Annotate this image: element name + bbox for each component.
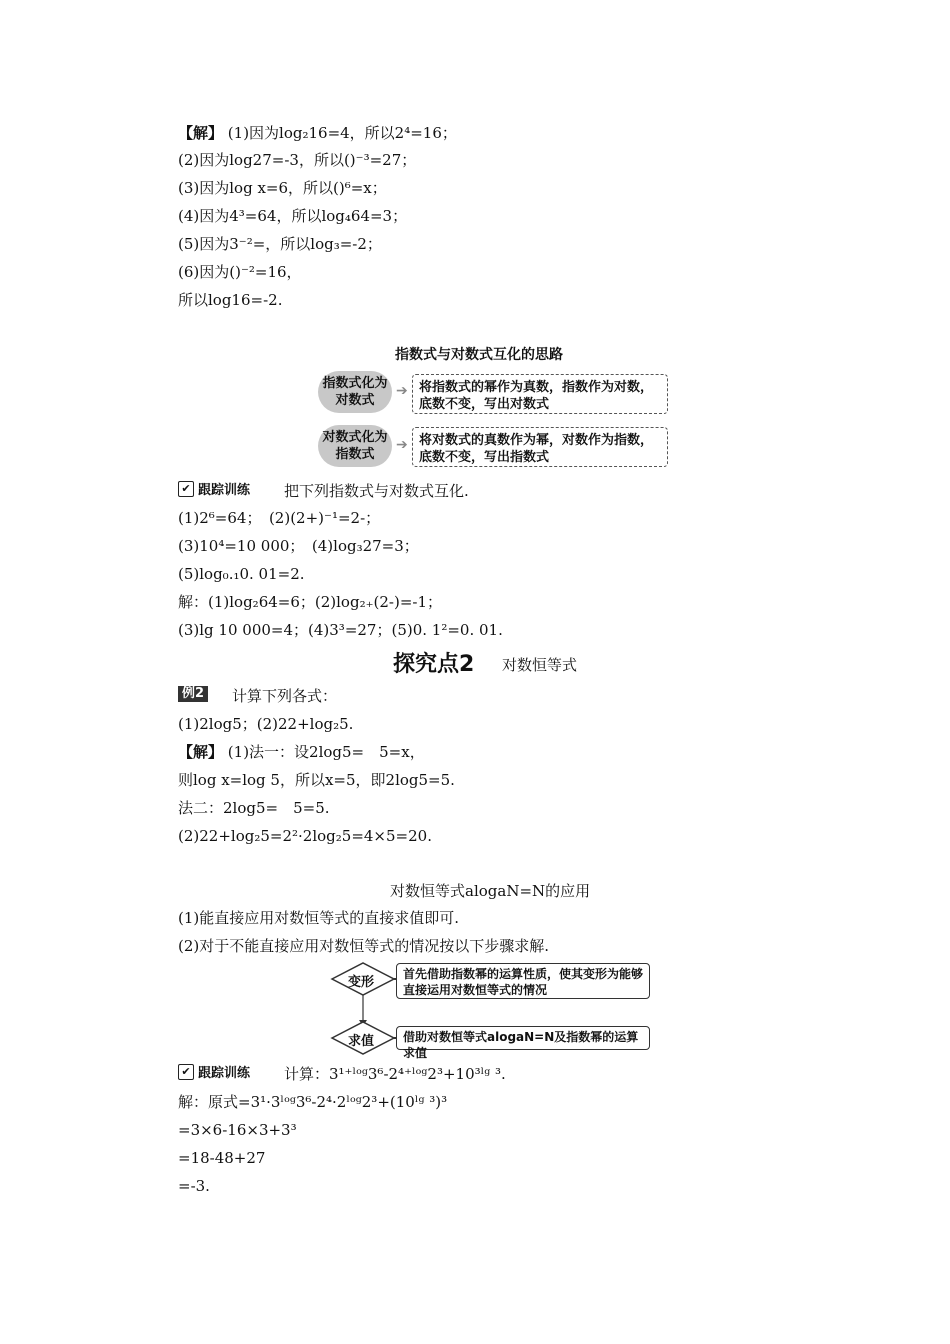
example-2-solution-line-2: 则log x=log 5，所以x=5，即2log5=5. bbox=[178, 771, 455, 789]
training-1-q3: (5)log₀.₁0. 01=2. bbox=[178, 565, 305, 583]
training-2-prompt: 计算：3¹⁺ˡᵒᵍ3⁶-2⁴⁺ˡᵒᵍ2³+10³ˡᵍ ³. bbox=[284, 1065, 506, 1083]
step-1-description: 首先借助指数幂的运算性质，使其变形为能够直接运用对数恒等式的情况 bbox=[396, 963, 650, 999]
identity-point-1: (1)能直接应用对数恒等式的直接求值即可. bbox=[178, 909, 460, 927]
training-badge-label: 跟踪训练 bbox=[198, 1066, 251, 1081]
training-badge bbox=[178, 479, 250, 498]
solution-label: 【解】 bbox=[178, 743, 224, 761]
solution-label: 【解】 bbox=[178, 124, 224, 142]
training-1-q1: (1)2⁶=64； (2)(2+)⁻¹=2-； bbox=[178, 509, 381, 527]
training-badge bbox=[178, 1062, 250, 1081]
solution-1-line-3: (3)因为log x=6，所以()⁶=x； bbox=[178, 179, 387, 197]
training-badge-label: 跟踪训练 bbox=[198, 483, 251, 498]
step-2-description: 借助对数恒等式alogaN=N及指数幂的运算求值 bbox=[396, 1026, 650, 1050]
example-badge: 例2 bbox=[178, 686, 208, 702]
solution-1-line-2: (2)因为log27=-3，所以()⁻³=27； bbox=[178, 151, 417, 169]
section-subtitle: 对数恒等式 bbox=[502, 656, 578, 674]
example-2-solution-line-4: (2)22+log₂5=2²·2log₂5=4×5=20. bbox=[178, 827, 432, 845]
example-2-solution-line-1 bbox=[178, 742, 425, 762]
example-2-prompt: 计算下列各式： bbox=[232, 687, 338, 705]
arrow-right-icon: ➔ bbox=[396, 437, 408, 453]
log-to-exp-description: 将对数式的真数作为幂，对数作为指数，底数不变，写出指数式 bbox=[412, 427, 668, 467]
pill-exp-to-log: 指数式化为对数式 bbox=[318, 371, 392, 413]
solution-1-line-7: 所以log16=-2. bbox=[178, 291, 283, 309]
identity-point-2: (2)对于不能直接应用对数恒等式的情况按以下步骤求解. bbox=[178, 937, 550, 955]
arrow-right-icon: ➔ bbox=[396, 383, 408, 399]
section-heading: 探究点2 bbox=[393, 652, 475, 677]
exp-to-log-description: 将指数式的幂作为真数，指数作为对数，底数不变，写出对数式 bbox=[412, 374, 668, 414]
training-1-q2: (3)10⁴=10 000； (4)log₃27=3； bbox=[178, 537, 419, 555]
training-2-a2: =3×6-16×3+3³ bbox=[178, 1121, 297, 1139]
training-2-a1: 解：原式=3¹·3ˡᵒᵍ3⁶-2⁴·2ˡᵒᵍ2³+(10ˡᵍ ³)³ bbox=[178, 1093, 448, 1111]
check-icon: ✔ bbox=[178, 1064, 194, 1080]
solution-1-line-4: (4)因为4³=64，所以log₄64=3； bbox=[178, 207, 408, 225]
training-1-a1: 解：(1)log₂64=6；(2)log₂₊(2-)=-1； bbox=[178, 593, 442, 611]
step-1-label: 变形 bbox=[348, 975, 375, 990]
pill-log-to-exp: 对数式化为指数式 bbox=[318, 425, 392, 467]
example-2-question: (1)2log5；(2)22+log₂5. bbox=[178, 715, 354, 733]
diagram-title: 指数式与对数式互化的思路 bbox=[395, 347, 563, 363]
identity-title: 对数恒等式alogaN=N的应用 bbox=[390, 882, 591, 900]
training-1-a2: (3)lg 10 000=4；(4)3³=27；(5)0. 1²=0. 01. bbox=[178, 621, 503, 639]
solution-text: (1)因为log₂16=4，所以2⁴=16； bbox=[227, 124, 457, 142]
training-2-a3: =18-48+27 bbox=[178, 1149, 266, 1167]
solution-1-line-6: (6)因为()⁻²=16， bbox=[178, 263, 302, 281]
training-1-prompt: 把下列指数式与对数式互化. bbox=[284, 482, 469, 500]
training-2-a4: =-3. bbox=[178, 1177, 210, 1195]
step-2-label: 求值 bbox=[348, 1034, 375, 1049]
solution-1-line-5: (5)因为3⁻²=，所以log₃=-2； bbox=[178, 235, 382, 253]
check-icon: ✔ bbox=[178, 481, 194, 497]
example-2-solution-line-3: 法二：2log5= 5=5. bbox=[178, 799, 330, 817]
solution-text: (1)法一：设2log5= 5=x， bbox=[227, 743, 425, 761]
solution-1-line-1 bbox=[178, 123, 457, 143]
